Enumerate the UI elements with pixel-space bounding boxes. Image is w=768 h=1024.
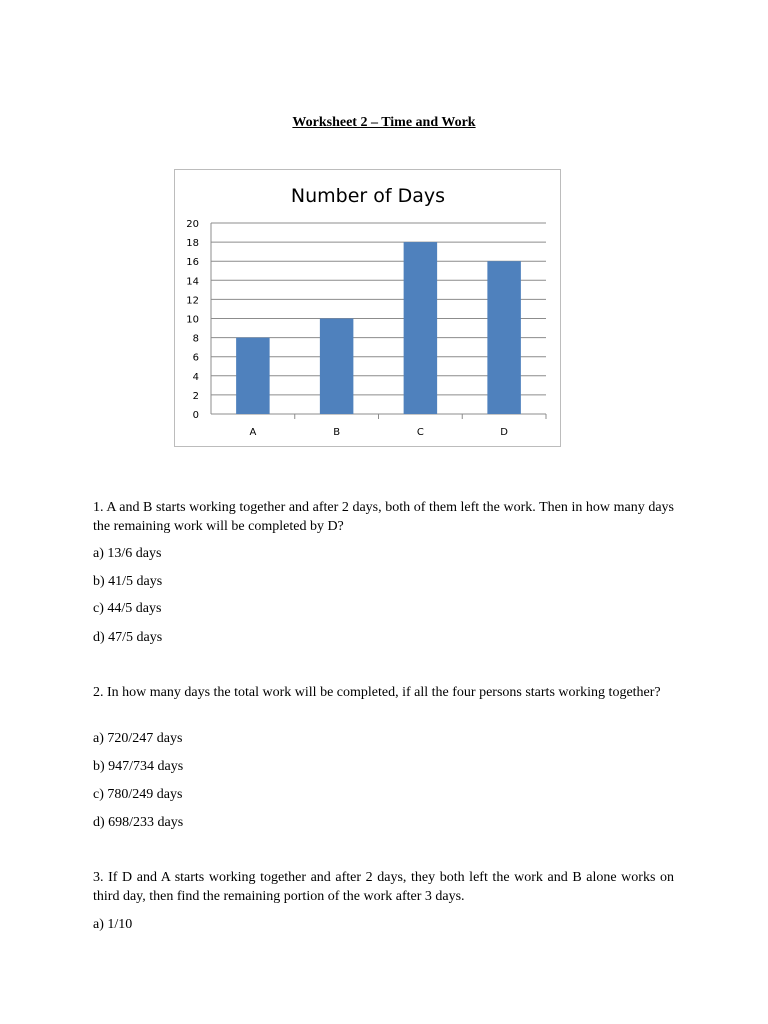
question-3-text: 3. If D and A starts working together and after 2 days, they both left the work and B alone works on third day, then find the remaining portion of the work after 3 days. [93, 870, 674, 904]
y-tick-label: 2 [192, 390, 199, 402]
question-3-option-a: a) 1/10 [93, 917, 133, 932]
chart-canvas [175, 170, 560, 446]
question-1-option-d: d) 47/5 days [93, 630, 163, 645]
y-tick-label: 14 [186, 276, 199, 288]
question-2-option-a: a) 720/247 days [93, 731, 183, 746]
y-tick-label: 6 [192, 352, 199, 364]
question-1-option-c: c) 44/5 days [93, 601, 162, 616]
y-tick-label: 8 [192, 333, 199, 345]
x-tick-label: D [500, 427, 508, 438]
bar-b [320, 319, 354, 415]
x-tick-label: A [249, 427, 257, 438]
x-tick-label: C [416, 427, 424, 438]
question-1-text: 1. A and B starts working together and after 2 days, both of them left the work. Then in how many days the remaining work will be completed by D? [93, 500, 674, 534]
y-tick-label: 16 [186, 257, 199, 269]
y-tick-label: 10 [186, 314, 199, 326]
y-tick-label: 18 [186, 238, 199, 250]
bar-chart [174, 169, 561, 447]
x-tick-label: B [333, 427, 341, 438]
y-tick-label: 20 [186, 219, 199, 230]
y-tick-label: 4 [192, 371, 199, 383]
y-tick-label: 12 [186, 295, 199, 307]
bar-a [236, 338, 270, 414]
worksheet-title: Worksheet 2 – Time and Work [292, 115, 476, 130]
y-tick-label: 0 [192, 410, 199, 421]
question-2-option-d: d) 698/233 days [93, 815, 184, 830]
question-1-option-b: b) 41/5 days [93, 574, 163, 589]
question-2-option-b: b) 947/734 days [93, 759, 184, 774]
bar-c [404, 242, 438, 414]
chart-title: Number of Days [290, 185, 446, 207]
question-2-text: 2. In how many days the total work will be completed, if all the four persons starts working together? [93, 685, 661, 700]
bar-d [487, 261, 521, 414]
question-2-option-c: c) 780/249 days [93, 787, 183, 802]
question-1-option-a: a) 13/6 days [93, 546, 162, 561]
